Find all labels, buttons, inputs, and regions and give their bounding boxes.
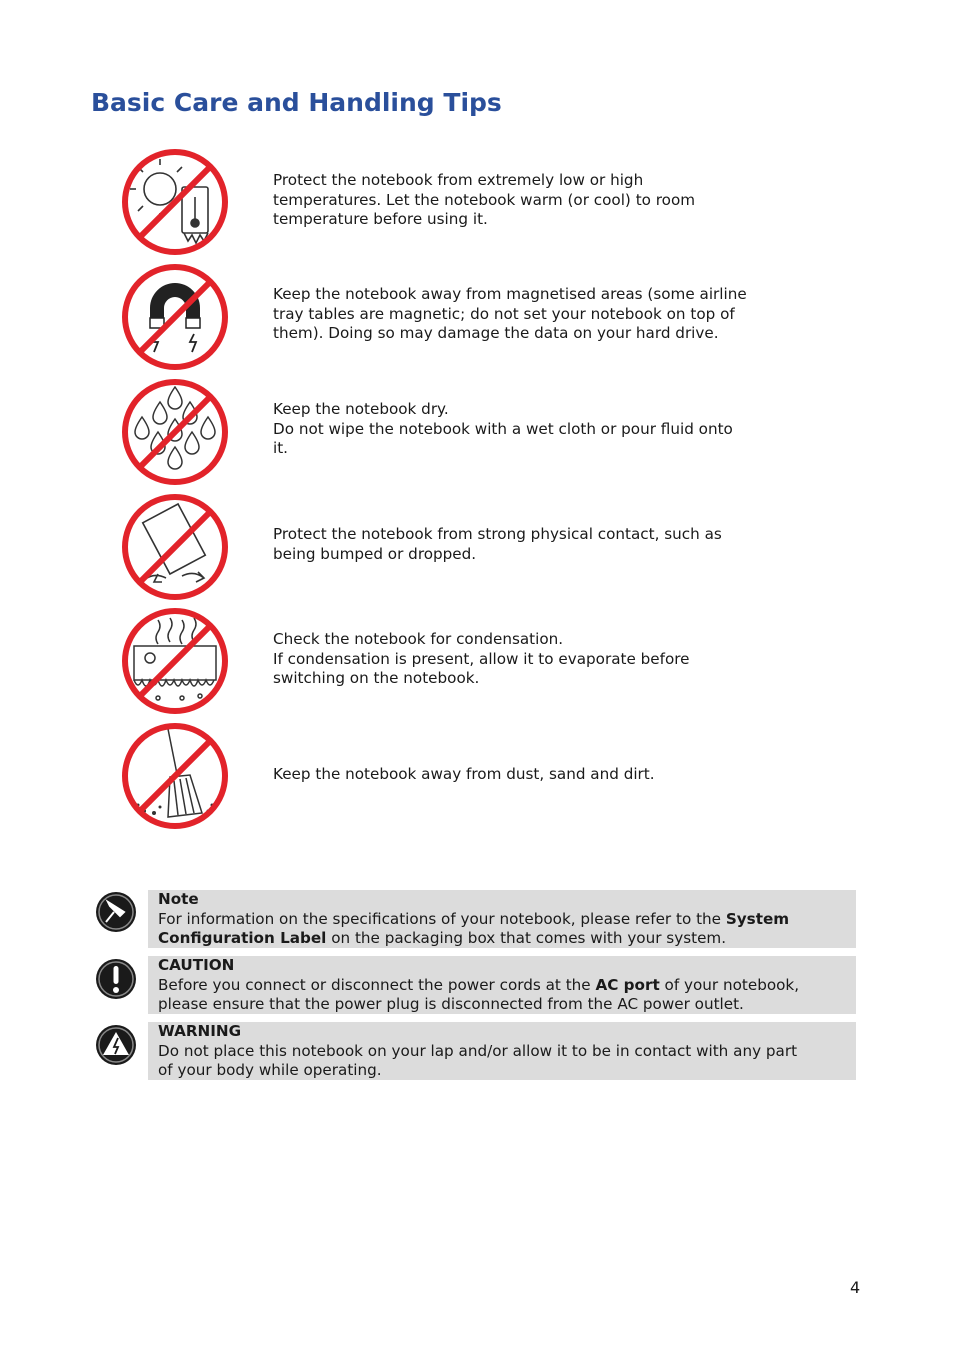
caution-text: Before you connect or disconnect the power cords at the AC port of your notebook, please ensure that the power plug is disconnected from the AC power outlet. <box>158 975 800 1014</box>
no-drop-icon <box>120 492 230 602</box>
caution-icon <box>94 957 138 1001</box>
tip-text: Protect the notebook from strong physical contact, such as being bumped or dropped. <box>273 525 722 563</box>
warning-box <box>148 1022 856 1080</box>
warning-icon <box>94 1023 138 1067</box>
no-magnet-icon <box>120 262 230 372</box>
note-box <box>148 890 856 948</box>
no-temperature-extremes-icon <box>120 147 230 257</box>
no-dust-icon <box>120 721 230 831</box>
no-condensation-icon <box>120 606 230 716</box>
tip-text: Keep the notebook away from dust, sand and dirt. <box>273 765 655 783</box>
tip-text: Keep the notebook dry. Do not wipe the notebook with a wet cloth or pour fluid onto it. <box>273 400 733 458</box>
tip-text: Keep the notebook away from magnetised areas (some airline tray tables are magnetic; do not set your notebook on top of them). Doing so may damage the data on your hard drive. <box>273 285 747 343</box>
note-text: For information on the specifications of your notebook, please refer to the System Configuration Label on the packaging box that comes with your system. <box>158 909 790 948</box>
caution-box <box>148 956 856 1014</box>
tip-text: Check the notebook for condensation. If condensation is present, allow it to evaporate before switching on the notebook. <box>273 630 690 688</box>
warning-text: Do not place this notebook on your lap and/or allow it to be in contact with any part of your body while operating. <box>158 1041 798 1080</box>
page-number: 4 <box>850 1278 861 1297</box>
caution-label: CAUTION <box>158 956 235 974</box>
tip-text: Protect the notebook from extremely low or high temperatures. Let the notebook warm (or cool) to room temperature before using it. <box>273 171 696 229</box>
note-label: Note <box>158 890 199 908</box>
warning-label: WARNING <box>158 1022 242 1040</box>
note-icon <box>94 890 138 934</box>
page-title: Basic Care and Handling Tips <box>91 88 502 117</box>
no-water-icon <box>120 377 230 487</box>
